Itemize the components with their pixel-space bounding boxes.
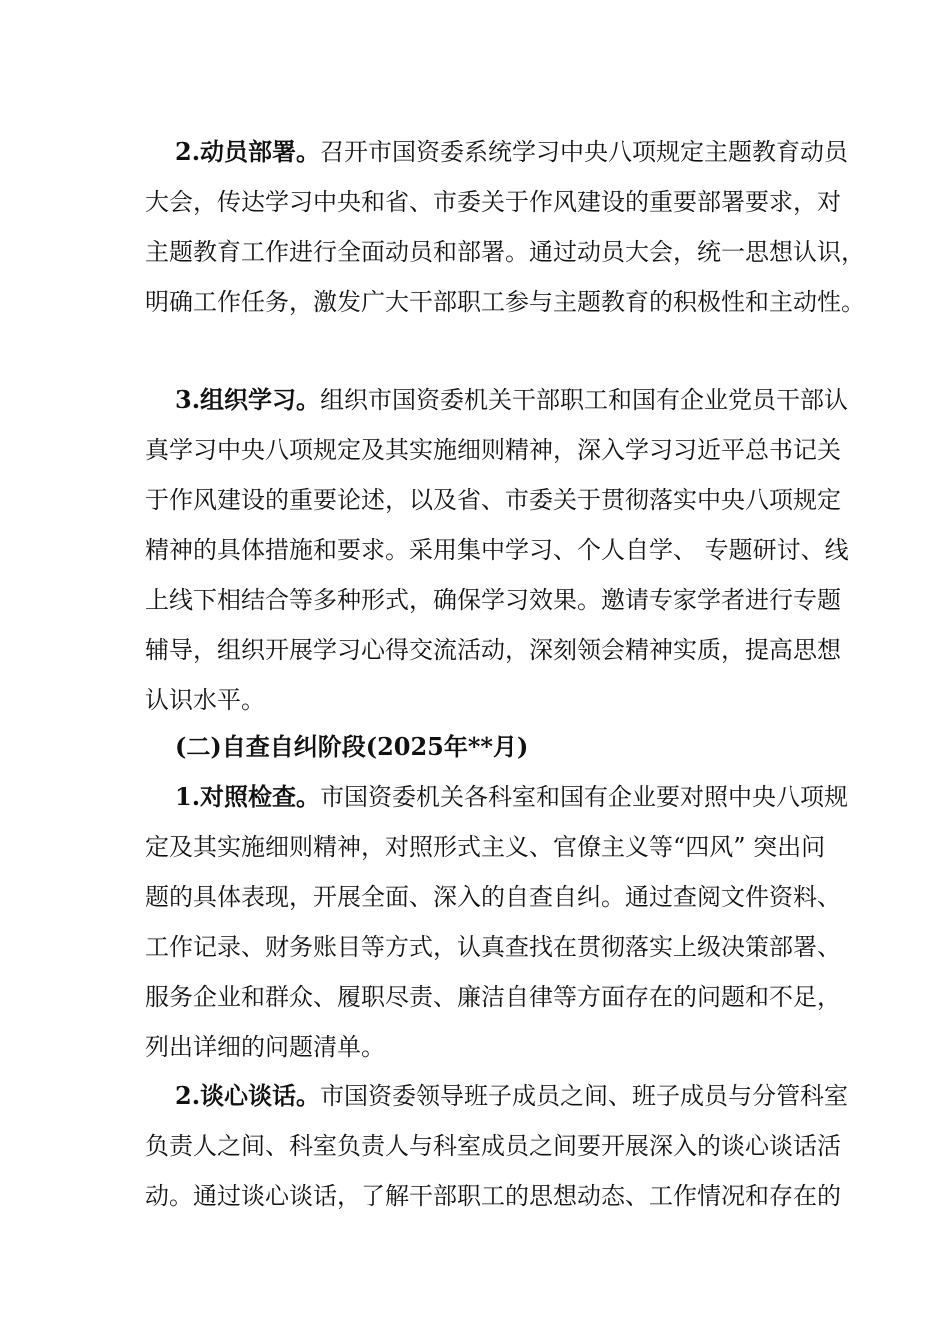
paragraph-mobilize bbox=[145, 127, 865, 327]
paragraph-text: 明确工作任务，激发广大干部职工参与主题教育的积极性和主动性。 bbox=[145, 288, 865, 316]
paragraph-text: 大会，传达学习中央和省、市委关于作风建设的重要部署要求，对 bbox=[145, 188, 841, 216]
paragraph-text: 定及其实施细则精神，对照形式主义、官僚主义等“四风” 突出问 bbox=[145, 833, 826, 861]
paragraph-first-line bbox=[145, 772, 849, 822]
paragraph-text: 认识水平。 bbox=[145, 686, 265, 714]
paragraph-first-line bbox=[145, 375, 849, 425]
paragraph-talk bbox=[145, 1071, 849, 1221]
paragraph-text: 组织市国资委机关干部职工和国有企业党员干部认 bbox=[320, 386, 849, 414]
paragraph-text: 上线下相结合等多种形式，确保学习效果。邀请专家学者进行专题 bbox=[145, 586, 841, 614]
paragraph-first-line bbox=[145, 1071, 849, 1121]
paragraph-text: 服务企业和群众、履职尽责、廉洁自律等方面存在的问题和不足， bbox=[145, 983, 841, 1011]
paragraph-text: 于作风建设的重要论述，以及省、市委关于贯彻落实中央八项规定 bbox=[145, 486, 841, 514]
paragraph-text: 列出详细的问题清单。 bbox=[145, 1033, 385, 1061]
paragraph-text: 市国资委领导班子成员之间、班子成员与分管科室 bbox=[320, 1082, 849, 1110]
paragraph-text: 市国资委机关各科室和国有企业要对照中央八项规 bbox=[320, 783, 849, 811]
item-heading: 2.动员部署。 bbox=[175, 137, 321, 166]
section-heading bbox=[145, 722, 835, 772]
paragraph-text: 主题教育工作进行全面动员和部署。通过动员大会，统一思想认识， bbox=[145, 238, 865, 266]
item-heading: 3.组织学习。 bbox=[175, 385, 321, 414]
item-heading: 1.对照检查。 bbox=[175, 782, 321, 811]
paragraph-first-line bbox=[145, 127, 849, 177]
paragraph-check bbox=[145, 772, 849, 1072]
item-heading: 2.谈心谈话。 bbox=[175, 1081, 321, 1110]
section-title: (二)自查自纠阶段(2025年**月) bbox=[175, 732, 529, 761]
paragraph-text: 召开市国资委系统学习中央八项规定主题教育动员 bbox=[320, 138, 849, 166]
paragraph-study bbox=[145, 375, 849, 725]
paragraph-text: 题的具体表现，开展全面、深入的自查自纠。通过查阅文件资料、 bbox=[145, 883, 841, 911]
paragraph-text: 真学习中央八项规定及其实施细则精神，深入学习习近平总书记关 bbox=[145, 436, 841, 464]
paragraph-text: 动。通过谈心谈话，了解干部职工的思想动态、工作情况和存在的 bbox=[145, 1182, 841, 1210]
paragraph-text: 负责人之间、科室负责人与科室成员之间要开展深入的谈心谈话活 bbox=[145, 1132, 841, 1160]
paragraph-text: 精神的具体措施和要求。采用集中学习、个人自学、 专题研讨、线 bbox=[145, 536, 849, 564]
paragraph-text: 工作记录、财务账目等方式，认真查找在贯彻落实上级决策部署、 bbox=[145, 933, 841, 961]
paragraph-text: 辅导，组织开展学习心得交流活动，深刻领会精神实质，提高思想 bbox=[145, 636, 841, 664]
